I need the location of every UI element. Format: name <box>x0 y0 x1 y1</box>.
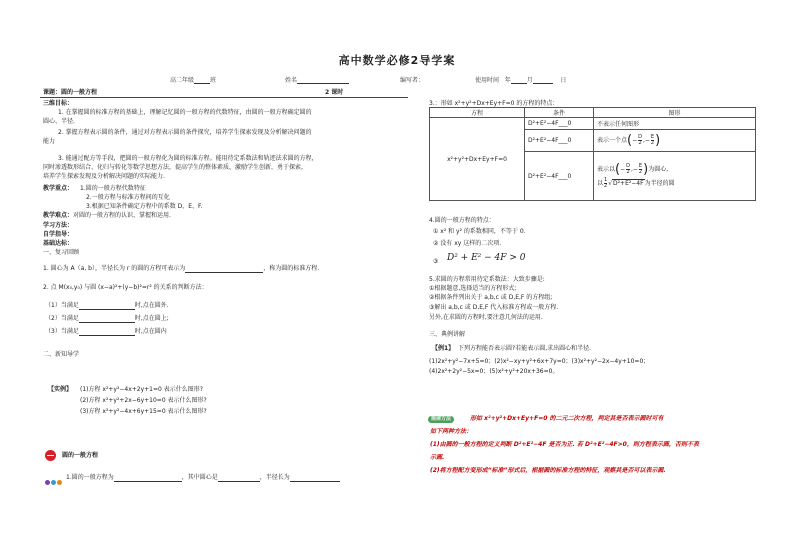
name-info: 姓名 <box>285 75 349 84</box>
self-study-icon <box>45 472 63 491</box>
q4-item: ① x² 和 y² 的系数相同，不等于 0. <box>433 228 526 235</box>
q5-step: ②根据条件列出关于 a,b,c 或 D,E,F 的方程组; <box>429 294 553 301</box>
q5-step: ③解出 a,b,c 或 D,E,F 代入标准方程或一般方程. <box>429 304 559 311</box>
author-info: 编写者： <box>400 77 425 84</box>
goals-heading: 三维目标： <box>43 100 74 107</box>
example-label: 【实例】 <box>48 386 73 393</box>
key-heading: 教学重点： <box>43 185 74 192</box>
review-question-2: 2. 点 M(x₀,y₀) 与圆 (x−a)²+(y−b)²=r² 的关系的判断方法： <box>43 284 208 291</box>
basic-heading: 基础达标： <box>43 240 74 247</box>
example-1-item: (4)2x²+2y²−5x=0；(5)x²+y²+20x+36=0。 <box>429 368 559 375</box>
difficulty-row: 教学难点：对圆的一般方程的认识、掌握和运用. <box>43 212 171 219</box>
method-badge-label: 规律方法 <box>431 416 452 422</box>
table-header: 方程 <box>430 108 525 118</box>
topic-label: 课题：圆的一般方程 <box>43 89 98 96</box>
goal-line: 3. 能通过配方等手段，把圆的一般方程化为圆的标准方程。能用待定系数法和轨迹法求圆的方程， <box>58 155 318 162</box>
table-header: 条件 <box>525 108 594 118</box>
review-question-1: 1. 圆心为 A（a, b），半径长为 r 的圆的方程可表示为 ，称为圆的标准方程. <box>43 265 320 272</box>
equation-table <box>429 107 756 201</box>
goal-line: 2. 掌握方程表示圆的条件，通过对方程表示圆的条件探究，培养学生探索发现及分析解决问题的 <box>58 129 312 136</box>
page-title: 高中数学必修2导学案 <box>338 54 456 67</box>
key-item: 2.一般方程与标准方程间的互化 <box>86 194 170 201</box>
grade-info: 高二年级 班 <box>170 77 217 84</box>
example-item: (2)方程 x²+y²+2x−6y+10=0 表示什么图形? <box>80 397 207 404</box>
question-5: 5.求圆的方程常用待定系数法：大致步骤是: <box>429 276 545 283</box>
review-heading: 一、复习回顾 <box>43 249 80 256</box>
q5-step: ①根据题意,选择适当的方程形式; <box>429 285 517 292</box>
method-heading: 学习方法： <box>43 222 74 229</box>
table-header: 图形 <box>594 108 756 118</box>
new-knowledge-heading: 二、新知导学 <box>43 351 80 358</box>
table-condition: D²+E²−4F___0 <box>525 152 594 201</box>
q4-formula: D² + E² − 4F > 0 <box>447 253 526 263</box>
example-item: (3)方程 x²+y²−4x+6y+15=0 表示什么图形? <box>80 408 207 415</box>
method-line: (2)将方程配方变形成“标准”形式后，根据圆的标准方程的特征，观察其是否可以表示圆. <box>430 467 666 474</box>
question-3: 3.：形如 x²+y²+Dx+Ey+F=0 的方程的特点： <box>429 100 559 107</box>
hours-label: 2 课时 <box>325 89 344 96</box>
table-figure: 不表示任何图形 <box>594 118 756 130</box>
q4-item: ② 没有 xy 这样的二次项. <box>433 240 502 247</box>
key-item: 3.根据已知条件确定方程中的系数 D、E、F. <box>86 203 203 210</box>
q4-item: ③ <box>433 258 439 265</box>
goal-line: 能力 <box>43 138 56 145</box>
goal-line: 培养学生探索发现及分析解决问题的实际能力. <box>43 173 165 180</box>
case-row: （1）当满足 时,点在圆外. <box>45 302 169 309</box>
q5-step: 另外,在求圆的方程时,要注意几何法的运用. <box>429 314 543 321</box>
goal-line: 1. 在掌握圆的标准方程的基础上，理解记忆圆的一般方程的代数特征，由圆的一般方程确定圆的 <box>58 109 312 116</box>
example-1-item: (1)2x²+y²−7x+5=0；(2)x²−xy+y²+6x+7y=0；(3)x²+y²−2x−4y+10=0； <box>429 358 650 365</box>
question-4: 4.圆的一般方程的特点： <box>429 217 495 224</box>
method-line: 如下两种方法： <box>430 428 473 435</box>
practice-heading: 三、典例讲解 <box>429 331 466 338</box>
example-item: (1)方程 x²+y²−4x+2y+1=0 表示什么图形? <box>80 386 203 393</box>
table-equation: x²+y²+Dx+Ey+F=0 <box>430 118 525 201</box>
key-item: 1.圆的一般方程代数特征 <box>80 185 146 192</box>
method-line: (1)由圆的一般方程的定义判断 D²+E²−4F 是否为正. 若 D²+E²−4F>0，则方程表示圆，否则不表 <box>430 441 699 448</box>
table-condition: D²+E²−4F___0 <box>525 118 594 130</box>
topic-divider <box>40 97 408 98</box>
fill-blank-1: 1.圆的一般方程为 ，其中圆心是 ，半径长为 <box>66 473 340 482</box>
table-figure: 表示一个点(− $\frac{D}{2}$ ,− $\frac{E}{2}$ ) <box>594 130 756 152</box>
date-info: 使用时间 年 月 日 <box>475 77 567 84</box>
example-1: 【例1】 下列方程能否表示圆?若能表示圆,求出圆心和半径. <box>432 345 592 352</box>
table-condition: D²+E²−4F___0 <box>525 130 594 152</box>
case-row: （3）当满足 时,点在圆内 <box>45 328 167 335</box>
method-line: 示圆. <box>430 454 445 461</box>
method-line: 形如 x²+y²+Dx+Ey+F=0 的二元二次方程，判定其是否表示圆时可有 <box>470 415 664 422</box>
table-figure: 表示以(− $\frac{D}{2}$ ,− $\frac{E}{2}$ )为圆心, 以 $\frac{1}{2}$ √D²+E²−4F为半径的圆 <box>594 152 756 201</box>
goal-line: 同时渗透数形结合、化归与转化等数学思想方法，提高学生的整体素质，激励学生创新，勇于探索， <box>43 164 308 171</box>
method-badge <box>428 416 454 423</box>
self-study-heading: 自学指导： <box>43 231 74 238</box>
section-title: 圆的一般方程 <box>62 452 99 459</box>
section-marker-icon <box>45 450 56 461</box>
case-row: （2）当满足 时,点在圆上; <box>45 315 169 322</box>
goal-line: 圆心、半径. <box>43 118 75 125</box>
